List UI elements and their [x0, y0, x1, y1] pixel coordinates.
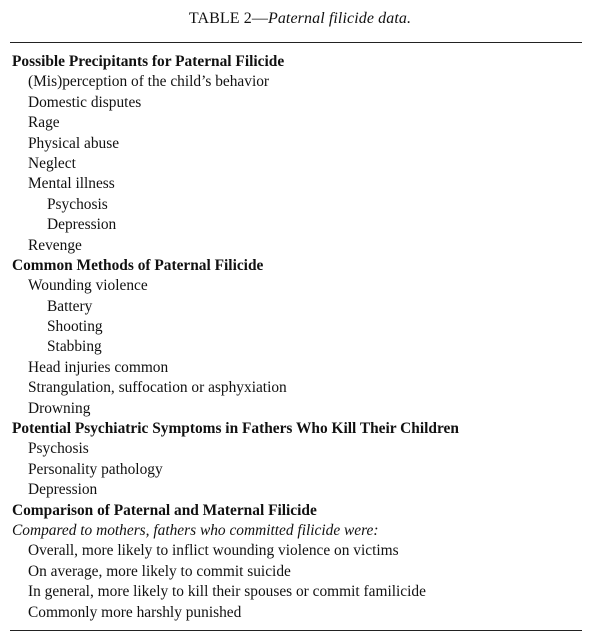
section-note: Compared to mothers, fathers who committed filicide were:: [12, 521, 379, 539]
section-heading: Common Methods of Paternal Filicide: [12, 256, 264, 274]
list-item: In general, more likely to kill their spouses or commit familicide: [28, 583, 426, 601]
list-item: Revenge: [28, 236, 82, 254]
section-heading: Possible Precipitants for Paternal Filicide: [12, 53, 285, 70]
sub-item: Stabbing: [47, 338, 102, 356]
list-item: Neglect: [28, 154, 76, 172]
table-label: TABLE 2—: [188, 10, 268, 27]
table-title: Paternal filicide data.: [267, 10, 412, 27]
list-item: Domestic disputes: [28, 93, 142, 111]
sub-item: Shooting: [47, 318, 103, 336]
top-rule: [10, 42, 582, 43]
list-item: Strangulation, suffocation or asphyxiation: [28, 379, 287, 397]
table-body: [0, 52, 600, 623]
list-item: On average, more likely to commit suicide: [28, 562, 291, 580]
section-heading: Potential Psychiatric Symptoms in Fathers Who Kill Their Children: [12, 420, 459, 438]
list-item: Personality pathology: [28, 460, 163, 478]
table-caption: [0, 9, 600, 29]
list-item: Overall, more likely to inflict wounding violence on victims: [28, 542, 399, 560]
list-item: Psychosis: [28, 440, 89, 458]
list-item: Depression: [28, 481, 98, 499]
list-item: Rage: [28, 114, 60, 132]
sub-item: Battery: [47, 297, 93, 315]
section-heading: Comparison of Paternal and Maternal Filicide: [12, 501, 317, 519]
list-item: Wounding violence: [28, 277, 148, 295]
sub-item: Depression: [47, 216, 117, 234]
list-item: Commonly more harshly punished: [28, 603, 242, 621]
list-item: Mental illness: [28, 175, 115, 193]
list-item: Drowning: [28, 399, 91, 417]
bottom-rule: [10, 630, 582, 631]
list-item: Physical abuse: [28, 134, 120, 152]
sub-item: Psychosis: [47, 195, 108, 213]
list-item: (Mis)perception of the child’s behavior: [28, 73, 270, 91]
list-item: Head injuries common: [28, 358, 169, 376]
